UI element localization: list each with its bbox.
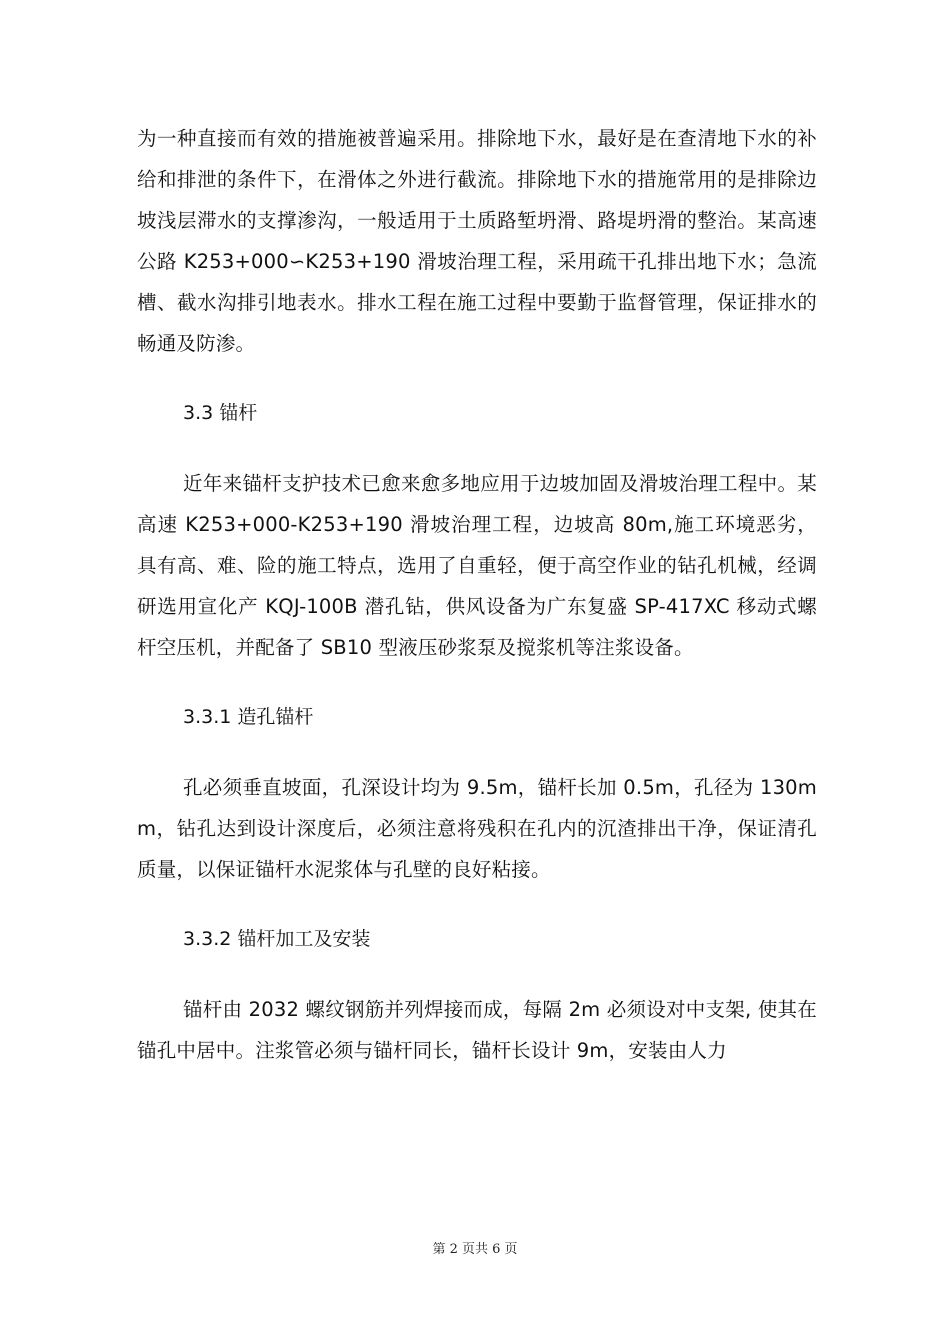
heading-3-3-2: 3.3.2 锚杆加工及安装: [183, 928, 371, 950]
paragraph-anchor-processing: 锚杆由 2032 螺纹钢筋并列焊接而成，每隔 2m 必须设对中支架, 使其在锚孔中居中。注浆管必须与锚杆同长，锚杆长设计 9m，安装由人力: [137, 998, 817, 1062]
paragraph-drilling: 孔必须垂直坡面，孔深设计均为 9.5m，锚杆长加 0.5m，孔径为 130mm，钻孔达到设计深度后，必须注意将残积在孔内的沉渣排出干净，保证清孔质量，以保证锚杆水泥浆体与孔壁的良好粘接。: [137, 776, 817, 881]
paragraph-anchor-intro: 近年来锚杆支护技术已愈来愈多地应用于边坡加固及滑坡治理工程中。某高速 K253+000-K253+190 滑坡治理工程，边坡高 80m,施工环境恶劣，具有高、难、险的施工特点，选用了自重轻，便于高空作业的钻孔机械，经调研选用宣化产 KQJ-100B 潜孔钻，供风设备为广东复盛 SP-417XC 移动式螺杆空压机，并配备了 SB10 型液压砂浆泵及搅浆机等注浆设备。: [137, 472, 817, 659]
document-body: [137, 118, 817, 1071]
heading-3-3-1: 3.3.1 造孔锚杆: [183, 706, 314, 728]
heading-3-3: 3.3 锚杆: [183, 402, 258, 424]
page-number-footer: 第 2 页共 6 页: [432, 1242, 518, 1257]
paragraph-drainage: 为一种直接而有效的措施被普遍采用。排除地下水，最好是在查清地下水的补给和排泄的条件下，在滑体之外进行截流。排除地下水的措施常用的是排除边坡浅层滞水的支撑渗沟，一般适用于土质路堑坍滑、路堤坍滑的整治。某高速公路 K253+000∽K253+190 滑坡治理工程，采用疏干孔排出地下水；急流槽、截水沟排引地表水。排水工程在施工过程中要勤于监督管理，保证排水的畅通及防渗。: [137, 127, 817, 355]
